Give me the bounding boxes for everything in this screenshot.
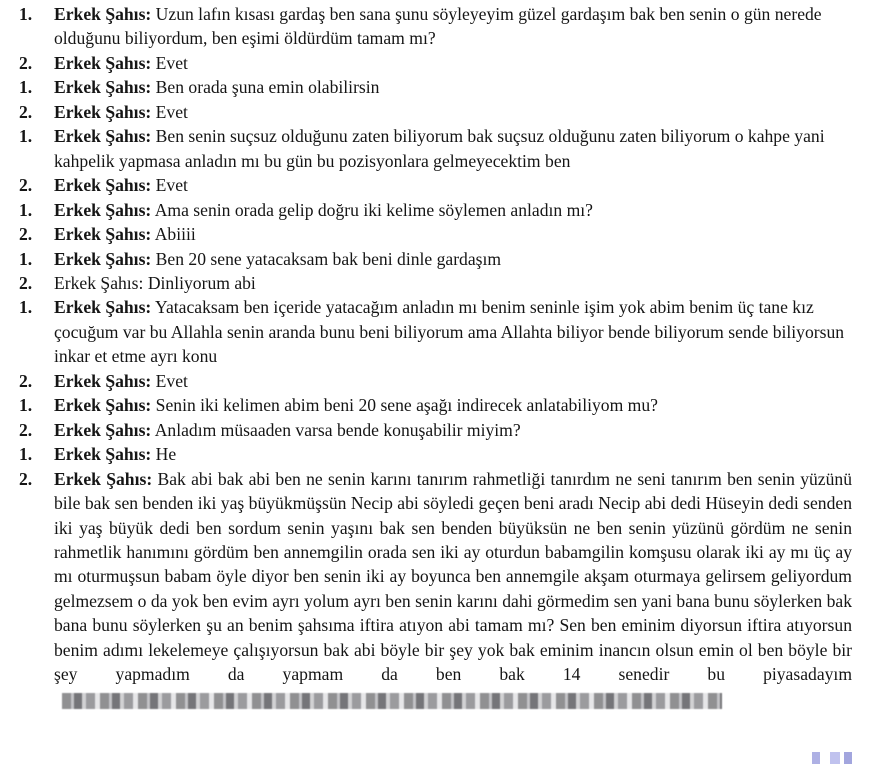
line-body <box>54 418 852 442</box>
speaker-label: Erkek Şahıs: <box>54 199 152 220</box>
dialogue-line <box>0 418 880 442</box>
speaker-label: Erkek Şahıs: <box>54 370 152 391</box>
dialogue-line <box>0 369 880 393</box>
dialogue-line <box>0 124 880 173</box>
utterance-text: Evet <box>151 175 188 196</box>
dialogue-line <box>0 75 880 99</box>
line-body <box>54 100 852 124</box>
speaker-label: Erkek Şahıs: <box>54 4 152 24</box>
speaker-label: Erkek Şahıs: <box>54 248 152 269</box>
line-body <box>54 369 852 393</box>
utterance-text: Dinliyorum abi <box>143 272 256 293</box>
utterance-text: Evet <box>151 370 188 391</box>
dialogue-line <box>0 393 880 417</box>
utterance-text: Abiiii <box>151 224 196 245</box>
utterance-text: Yatacaksam ben içeride yatacağım anladın mı benim seninle işim yok abim benim üç tane kız çocuğum var bu Allahla senin aranda bunu beni biliyorum ama Allahta biliyor bende biliyorum sende biliyorsun inkar et etme ayrı konu <box>54 297 845 367</box>
speaker-label: Erkek Şahıs: <box>54 395 152 416</box>
line-number: 1. <box>19 4 33 24</box>
line-body <box>54 222 852 246</box>
dialogue-line <box>0 2 880 51</box>
dialogue-line <box>0 198 880 222</box>
utterance-text: Evet <box>151 101 188 122</box>
line-body <box>54 173 852 197</box>
line-number: 2. <box>19 370 33 391</box>
line-body <box>54 124 852 173</box>
speaker-label: Erkek Şahıs: <box>54 101 152 122</box>
speaker-label: Erkek Şahıs: <box>54 126 152 147</box>
dialogue-line <box>0 51 880 75</box>
utterance-text: Uzun lafın kısası gardaş ben sana şunu söyleyeyim güzel gardaşım bak ben senin o gün nerede olduğunu biliyordum, ben eşimi öldürdüm tamam mı? <box>54 4 822 49</box>
line-number: 1. <box>19 444 33 465</box>
dialogue-line <box>0 222 880 246</box>
utterance-text: Ben orada şuna emin olabilirsin <box>151 77 380 98</box>
dialogue-line <box>0 442 880 466</box>
line-number: 2. <box>19 468 33 489</box>
utterance-text: Bak abi bak abi ben ne senin karını tanırım rahmetliği tanırdım ne seni tanırım ben senin yüzünü bile bak sen benden iki yaş büyükmüşsün Necip abi söyledi geçen beni aradı Necip abi dedi Hüseyin dedi senden iki yaş büyük dedi ben sordum senin yaşını bak sen benden büyüksün ne ben senin yüzünü gördüm ne senin rahmetlik hanımını gördüm ben annemgilin orada sen iki ay oturdun babamgilin komşusu olarak iki ay mı üç ay mı oturmuşsun babam öyle diyor ben senin iki ay boyunca ben annemgile akşam oturmaya gelirsem geliyordum gelmezsem o da yok ben evim ayrı yolum ayrı ben senin karını dahi görmedim sen yani bana bunu söylerken bak bana bunu söylerken şu an benim şahsıma iftira atıyon abi tamam mı? Sen ben eminim diyorsun iftira atıyorsun benim adımı lekelemeye çalışıyorsun bak abi böyle bir şey yok bak eminim inancın olsun emin ol ben böyle bir şey yapmadım da yapmam da ben bak 14 senedir bu piyasadayım <box>54 468 853 685</box>
line-number: 1. <box>19 395 33 416</box>
line-number: 2. <box>19 101 33 122</box>
line-number: 1. <box>19 297 33 318</box>
line-number: 1. <box>19 77 33 98</box>
line-number: 2. <box>19 175 33 196</box>
redacted-text-block <box>62 693 722 709</box>
utterance-text: Anladım müsaaden varsa bende konuşabilir miyim? <box>151 419 521 440</box>
utterance-text: Ama senin orada gelip doğru iki kelime söylemen anladın mı? <box>151 199 593 220</box>
line-number: 2. <box>19 224 33 245</box>
line-body <box>54 295 852 368</box>
speaker-label: Erkek Şahıs: <box>54 224 152 245</box>
speaker-label: Erkek Şahıs: <box>54 272 144 293</box>
line-body <box>54 247 852 271</box>
utterance-text: Evet <box>151 52 188 73</box>
line-body <box>54 75 852 99</box>
dialogue-line <box>0 247 880 271</box>
utterance-text: Ben senin suçsuz olduğunu zaten biliyorum bak suçsuz olduğunu zaten biliyorum o kahpe yani kahpelik yapmasa anladın mı bu gün bu pozisyonlara gelmeyecektim ben <box>54 126 825 171</box>
speaker-label: Erkek Şahıs: <box>54 52 152 73</box>
line-number: 2. <box>19 52 33 73</box>
line-body <box>54 2 852 51</box>
dialogue-line <box>0 173 880 197</box>
line-number: 2. <box>19 272 33 293</box>
speaker-label: Erkek Şahıs: <box>54 444 152 465</box>
dialogue-line <box>0 467 880 712</box>
line-number: 1. <box>19 248 33 269</box>
line-body <box>54 198 852 222</box>
speaker-label: Erkek Şahıs: <box>54 468 153 489</box>
transcript-document <box>0 2 880 711</box>
speaker-label: Erkek Şahıs: <box>54 297 152 318</box>
utterance-text: He <box>151 444 177 465</box>
dialogue-line <box>0 295 880 368</box>
line-number: 2. <box>19 419 33 440</box>
dialogue-line <box>0 100 880 124</box>
line-body <box>54 393 852 417</box>
speaker-label: Erkek Şahıs: <box>54 77 152 98</box>
utterance-text: Ben 20 sene yatacaksam bak beni dinle gardaşım <box>151 248 502 269</box>
speaker-label: Erkek Şahıs: <box>54 419 152 440</box>
line-body <box>54 442 852 466</box>
line-body <box>54 271 852 295</box>
dialogue-line <box>0 271 880 295</box>
line-body <box>54 51 852 75</box>
line-body <box>54 467 852 712</box>
utterance-text: Senin iki kelimen abim beni 20 sene aşağı indirecek anlatabiliyom mu? <box>151 395 658 416</box>
line-number: 1. <box>19 126 33 147</box>
pixelated-watermark <box>812 752 852 764</box>
speaker-label: Erkek Şahıs: <box>54 175 152 196</box>
line-number: 1. <box>19 199 33 220</box>
